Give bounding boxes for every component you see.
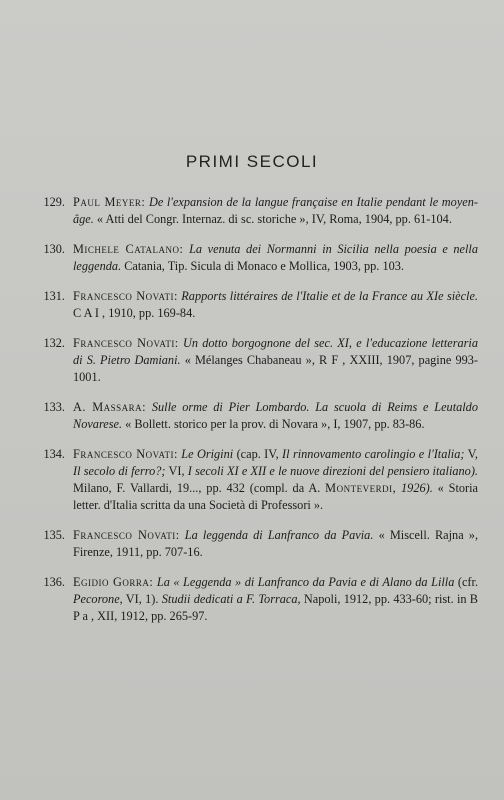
- entry-publication: Catania, Tip. Sicula di Monaco e Mollica, 1903, pp. 103.: [124, 259, 404, 273]
- entry-author: Francesco Novati:: [73, 447, 178, 461]
- entry-publication: « Atti del Congr. Internaz. di sc. storiche », IV, Roma, 1904, pp. 61-104.: [96, 212, 452, 226]
- bibliography-entry: [30, 241, 478, 275]
- entry-text: [73, 446, 478, 514]
- entry-number: 136.: [43, 575, 65, 589]
- entry-author: Egidio Gorra:: [73, 575, 154, 589]
- entry-title: La venuta dei Normanni in Sicilia nella poesia e nella leggenda.: [73, 242, 478, 273]
- entry-title: La leggenda di Lanfranco da Pavia.: [184, 528, 374, 542]
- bibliography-entry: [30, 288, 478, 322]
- entry-title: Sulle orme di Pier Lombardo. La scuola di Reims e Leutaldo Novarese.: [73, 400, 478, 431]
- entry-title: La « Leggenda » di Lanfranco da Pavia e di Alano da Lilla: [156, 575, 455, 589]
- section-heading: PRIMI SECOLI: [185, 152, 319, 171]
- entry-text: [73, 288, 478, 322]
- entry-title: Il secolo di ferro?;: [73, 464, 166, 478]
- entry-number: 134.: [43, 447, 65, 461]
- entry-author: A. Massara:: [73, 400, 147, 414]
- entry-number: 135.: [43, 528, 65, 542]
- bibliography-entry: [30, 335, 478, 386]
- entry-text: [73, 241, 478, 275]
- entry-author: Francesco Novati:: [73, 528, 180, 542]
- entry-detail: VI, 1).: [125, 592, 159, 606]
- entry-detail: (cap. IV,: [236, 447, 279, 461]
- entry-detail: V,: [467, 447, 478, 461]
- entry-series: « Storia letter. d'Italia scritta da una Società di Professori ».: [73, 481, 479, 512]
- entry-publication: Napoli, 1912, pp. 433-60; rist. in B P a , XII, 1912, pp. 265-97.: [73, 592, 479, 623]
- entry-author: Francesco Novati:: [73, 289, 178, 303]
- entry-text: [73, 335, 478, 386]
- bibliography-entry: [30, 574, 478, 625]
- entry-title: Un dotto borgognone del sec. XI, e l'educazione letteraria di S. Pietro Damiani.: [73, 336, 478, 367]
- entry-year: 1926).: [401, 481, 433, 495]
- entry-title: De l'expansion de la langue française en Italie pendant le moyen-âge.: [73, 195, 478, 226]
- entry-number: 133.: [43, 400, 65, 414]
- bibliography-entry: [30, 527, 478, 561]
- entry-title: Le Origini: [181, 447, 234, 461]
- entry-author: Francesco Novati:: [73, 336, 179, 350]
- entry-publication: « Bollett. storico per la prov. di Novara », I, 1907, pp. 83-86.: [125, 417, 425, 431]
- entry-publication: « Mélanges Chabaneau », R F , XXIII, 1907, pagine 993-1001.: [73, 353, 478, 384]
- entry-number: 132.: [43, 336, 65, 350]
- entry-text: [73, 527, 478, 561]
- entry-number: 130.: [43, 242, 65, 256]
- entry-title: Il rinnovamento carolingio e l'Italia;: [282, 447, 465, 461]
- entry-publication: C A I , 1910, pp. 169-84.: [73, 306, 196, 320]
- bibliography-list: [30, 194, 478, 638]
- entry-text: [73, 399, 478, 433]
- entry-author: Michele Catalano:: [73, 242, 184, 256]
- entry-editor: Monteverdi,: [325, 481, 397, 495]
- entry-detail: VI,: [168, 464, 185, 478]
- entry-detail: (cfr.: [457, 575, 479, 589]
- entry-publication: Milano, F. Vallardi, 19..., pp. 432 (compl. da A.: [73, 481, 321, 495]
- entry-title: Pecorone,: [73, 592, 123, 606]
- entry-text: [73, 194, 478, 228]
- entry-text: [73, 574, 478, 625]
- entry-title: Studii dedicati a F. Torraca,: [161, 592, 301, 606]
- bibliography-entry: [30, 446, 478, 514]
- entry-author: Paul Meyer:: [73, 195, 146, 209]
- entry-number: 129.: [43, 195, 65, 209]
- entry-title: Rapports littéraires de l'Italie et de la France au XIe siècle.: [181, 289, 479, 303]
- bibliography-entry: [30, 194, 478, 228]
- bibliography-entry: [30, 399, 478, 433]
- entry-publication: « Miscell. Rajna », Firenze, 1911, pp. 707-16.: [73, 528, 479, 559]
- entry-number: 131.: [43, 289, 65, 303]
- entry-title: I secoli XI e XII e le nuove direzioni del pensiero italiano).: [187, 464, 478, 478]
